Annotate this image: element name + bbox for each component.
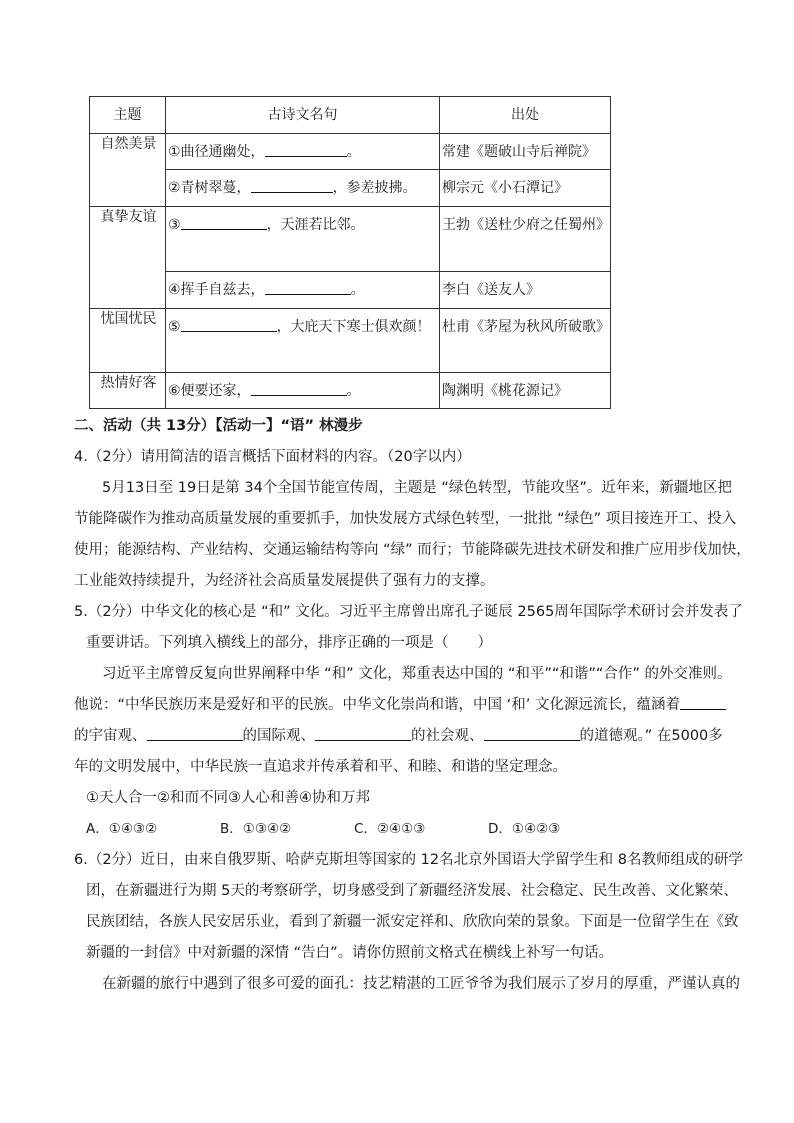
verse-text: ，参差披拂。 [332, 180, 417, 196]
q5-passage-text: 的社会观、 [411, 728, 484, 744]
verse-cell [166, 170, 440, 207]
source-cell: 陶渊明《桃花源记》 [440, 373, 611, 409]
table-row [90, 309, 611, 373]
q4-material-line: 工业能效持续提升，为经济社会高质量发展提供了强有力的支撑。 [74, 573, 495, 589]
questions-block [74, 411, 751, 1000]
q4-stem: 4.（2分）请用简洁的语言概括下面材料的内容。（20字以内） [74, 449, 471, 465]
theme-cell: 热情好客 [90, 373, 166, 409]
q5-options [74, 814, 728, 845]
answer-blank[interactable] [484, 726, 580, 741]
source-cell: 柳宗元《小石潭记》 [440, 170, 611, 207]
source-cell: 常建《题破山寺后禅院》 [440, 134, 611, 170]
verse-text: ③ [168, 217, 181, 233]
verse-text: ①曲径通幽处， [168, 144, 265, 160]
q4-material-line: 5月13日至 19日是第 34个全国节能宣传周，主题是 “绿色转型，节能攻坚”。近年来，新疆地区把 [102, 480, 732, 496]
answer-blank[interactable] [265, 142, 347, 157]
q6-passage-line: 在新疆的旅行中遇到了很多可爱的面孔：技艺精湛的工匠爷爷为我们展示了岁月的厚重，严谨认真的 [102, 976, 740, 992]
q5-passage-line: 年的文明发展中，中华民族一直追求并传承着和平、和睦、和谐的坚定理念。 [74, 759, 567, 775]
theme-cell: 真挚友谊 [90, 207, 166, 309]
q5-stem: 5.（2分）中华文化的核心是 “和” 文化。习近平主席曾出席孔子诞辰 2565周年国际学术研讨会并发表了 [74, 604, 743, 620]
option-d[interactable]: D．①④②③ [488, 821, 561, 837]
q6-stem-line: 新疆的一封信》中对新疆的深情 “告白”。请你仿照前文格式在横线上补写一句话。 [86, 945, 614, 961]
option-c[interactable]: C．②④①③ [354, 821, 426, 837]
answer-blank[interactable] [251, 381, 347, 396]
answer-blank[interactable] [251, 178, 333, 193]
table-row [90, 134, 611, 170]
verse-cell [166, 272, 440, 309]
verse-text: ⑥便要还家， [168, 383, 251, 399]
q5-passage-line: 习近平主席曾反复向世界阐释中华 “和” 文化，郑重表达中国的 “和平”“和谐”“合作” 的外交准则。 [102, 666, 732, 682]
q5-passage-line [74, 721, 728, 752]
verse-cell [166, 373, 440, 409]
q5-items: ①天人合一②和而不同③人心和善④协和万邦 [86, 790, 370, 806]
q5-passage-text: 的道德观。” 在5000多 [579, 728, 723, 744]
verse-cell [166, 309, 440, 373]
q5-passage-text: 他说：“中华民族历来是爱好和平的民族。中华文化崇尚和谐，中国 ‘和’ 文化源远流长，蕴涵着 [74, 697, 680, 713]
q6-stem-line: 团，在新疆进行为期 5天的考察研学，切身感受到了新疆经济发展、社会稳定、民生改善、文化繁荣、 [86, 883, 738, 899]
poetry-table [89, 96, 611, 409]
q6-stem-line: 民族团结，各族人民安居乐业，看到了新疆一派安定祥和、欣欣向荣的景象。下面是一位留学生在《致 [86, 914, 739, 930]
source-cell: 杜甫《茅屋为秋风所破歌》 [440, 309, 611, 373]
table-row [90, 272, 611, 309]
table-row [90, 170, 611, 207]
header-theme: 主题 [90, 97, 166, 134]
theme-cell: 忧国忧民 [90, 309, 166, 373]
q5-passage-line [74, 690, 728, 721]
answer-blank[interactable] [265, 280, 351, 295]
table-row [90, 373, 611, 409]
answer-blank[interactable] [181, 317, 277, 332]
verse-text: ，天涯若比邻。 [266, 217, 365, 233]
q5-stem-cont: 重要讲话。下列填入横线上的部分，排序正确的一项是（ ） [86, 635, 492, 651]
header-verse: 古诗文名句 [166, 97, 440, 134]
table-header-row [90, 97, 611, 134]
q4-material-line: 使用；能源结构、产业结构、交通运输结构等向 “绿” 而行；节能降碳先进技术研发和推广应用步伐加快， [74, 542, 751, 558]
answer-blank[interactable] [147, 726, 243, 741]
verse-text: ⑤ [168, 319, 181, 335]
q4-material-line: 节能降碳作为推动高质量发展的重要抓手，加快发展方式绿色转型，一批批 “绿色” 项目接连开工、投入 [74, 511, 737, 527]
verse-text: ②青树翠蔓， [168, 180, 251, 196]
source-cell: 王勃《送杜少府之任蜀州》 [440, 207, 611, 272]
answer-blank[interactable] [181, 215, 267, 230]
verse-cell [166, 207, 440, 272]
theme-cell: 自然美景 [90, 134, 166, 207]
q5-passage-text: 的宇宙观、 [74, 728, 147, 744]
source-cell: 李白《送友人》 [440, 272, 611, 309]
verse-cell [166, 134, 440, 170]
q5-passage-text: 的国际观、 [242, 728, 315, 744]
verse-text: 。 [346, 144, 361, 160]
table-row [90, 207, 611, 272]
verse-text: 。 [350, 282, 365, 298]
q6-stem: 6.（2分）近日，由来自俄罗斯、哈萨克斯坦等国家的 12名北京外国语大学留学生和 8名教师组成的研学 [74, 852, 743, 868]
header-source: 出处 [440, 97, 611, 134]
option-a[interactable]: A．①④③② [86, 821, 158, 837]
section-title: 二、活动（共 13分）【活动一】“语” 林漫步 [74, 418, 363, 434]
verse-text: ，大庇天下寒士俱欢颜！ [276, 319, 431, 335]
answer-blank[interactable] [680, 695, 726, 710]
verse-text: 。 [346, 383, 361, 399]
verse-text: ④挥手自兹去， [168, 282, 265, 298]
answer-blank[interactable] [315, 726, 411, 741]
option-b[interactable]: B．①③④② [220, 821, 292, 837]
